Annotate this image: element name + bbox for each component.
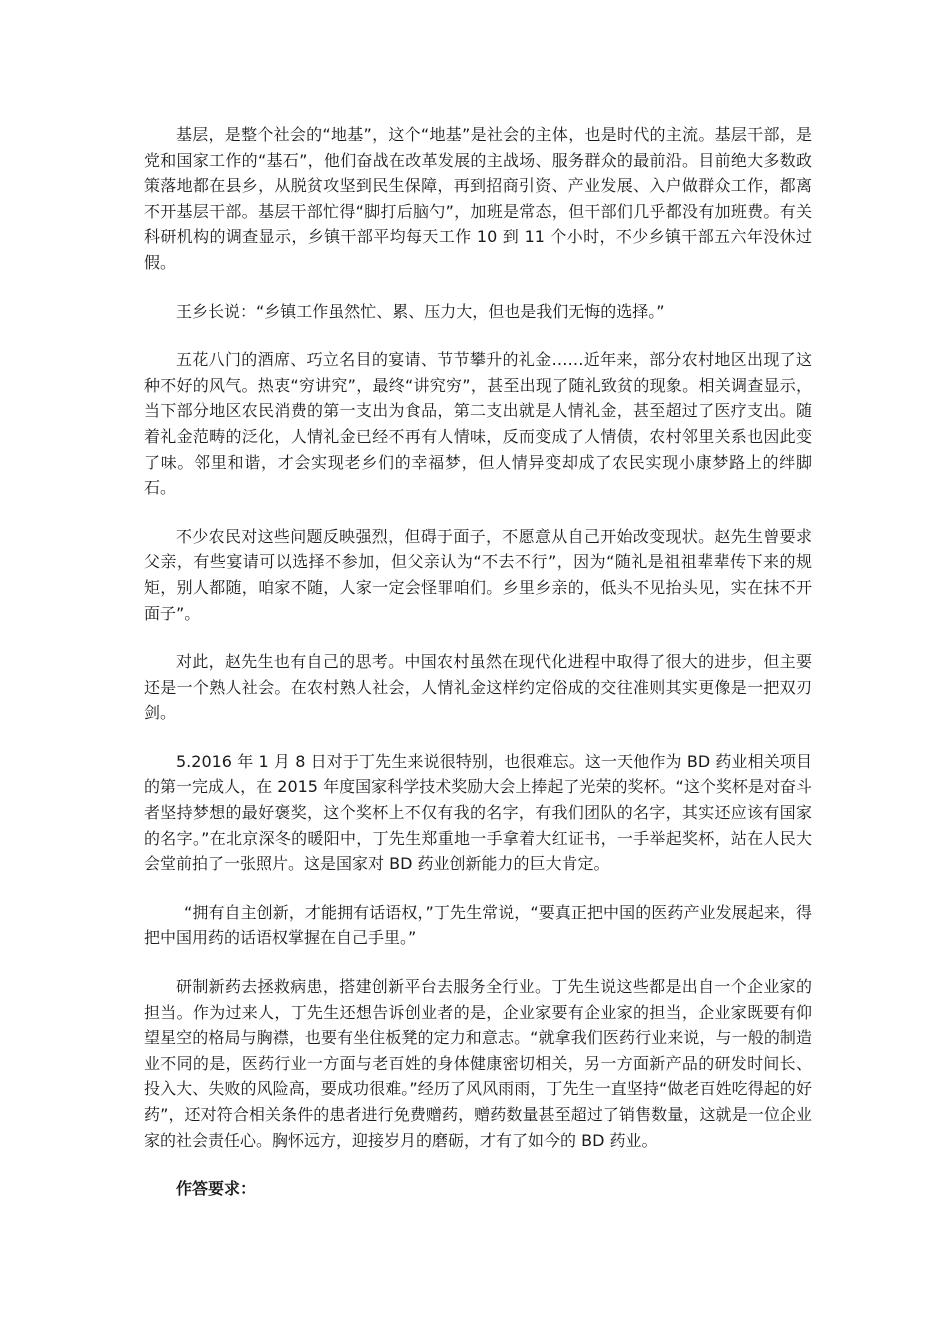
paragraph-grassroots-cadres: 基层，是整个社会的“地基”，这个“地基”是社会的主体，也是时代的主流。基层干部，是党和国家工作的“基石”，他们奋战在改革发展的主战场、服务群众的最前沿。目前绝大多数政策落地都在县乡，从脱贫攻坚到民生保障，再到招商引资、产业发展、入户做群众工作，都离不开基层干部。基层干部忙得“脚打后脑勺”，加班是常态，但干部们几乎都没有加班费。有关科研机构的调查显示，乡镇干部平均每天工作 10 到 11 个小时，不少乡镇干部五六年没休过假。 (144, 125, 812, 272)
paragraph-ding-quote: “拥有自主创新，才能拥有话语权，”丁先生常说，“要真正把中国的医药产业发展起来，得把中国用药的话语权掌握在自己手里。” (144, 902, 812, 948)
paragraph-zhao-thoughts: 对此，赵先生也有自己的思考。中国农村虽然在现代化进程中取得了很大的进步，但主要还是一个熟人社会。在农村熟人社会，人情礼金这样约定俗成的交往准则其实更像是一把双刃剑。 (144, 652, 812, 723)
paragraph-ding-award: 5.2016 年 1 月 8 日对于丁先生来说很特别，也很难忘。这一天他作为 BD 药业相关项目的第一完成人，在 2015 年度国家科学技术奖励大会上捧起了光荣的奖杯。“这个奖杯是对奋斗者坚持梦想的最好褒奖，这个奖杯上不仅有我的名字，有我们团队的名字，其实还应该有国家的名字。”在北京深冬的暖阳中，丁先生郑重地一手拿着大红证书，一手举起奖杯，站在人民大会堂前拍了一张照片。这是国家对 BD 药业创新能力的巨大肯定。 (144, 751, 812, 874)
paragraph-township-head-quote: 王乡长说：“乡镇工作虽然忙、累、压力大，但也是我们无悔的选择。” (176, 301, 665, 321)
document-page (144, 122, 812, 1202)
paragraph-gift-money-custom: 五花八门的酒席、巧立名目的宴请、节节攀升的礼金……近年来，部分农村地区出现了这种不好的风气。热衷“穷讲究”，最终“讲究穷”，甚至出现了随礼致贫的现象。相关调查显示，当下部分地区农民消费的第一支出为食品，第二支出就是人情礼金，甚至超过了医疗支出。随着礼金范畴的泛化，人情礼金已经不再有人情味，反而变成了人情债，农村邻里关系也因此变了味。邻里和谐，才会实现老乡们的幸福梦，但人情异变却成了农民实现小康梦路上的绊脚石。 (144, 350, 812, 498)
paragraph-entrepreneur-responsibility: 研制新药去拯救病患，搭建创新平台去服务全行业。丁先生说这些都是出自一个企业家的担当。作为过来人，丁先生还想告诉创业者的是，企业家要有企业家的担当，企业家既要有仰望星空的格局与胸襟，也要有坐住板凳的定力和意志。“就拿我们医药行业来说，与一般的制造业不同的是，医药行业一方面与老百姓的身体健康密切相关，另一方面新产品的研发时间长、投入大、失败的风险高，要成功很难。”经历了风风雨雨，丁先生一直坚持“做老百姓吃得起的好药”，还对符合相关条件的患者进行免费赠药，赠药数量甚至超过了销售数量，这就是一位企业家的社会责任心。胸怀远方，迎接岁月的磨砺，才有了如今的 BD 药业。 (144, 977, 812, 1150)
answer-requirements-heading: 作答要求： (176, 1179, 257, 1199)
paragraph-farmers-face: 不少农民对这些问题反映强烈，但碍于面子，不愿意从自己开始改变现状。赵先生曾要求父亲，有些宴请可以选择不参加，但父亲认为“不去不行”，因为“随礼是祖祖辈辈传下来的规矩，别人都随，咱家不随，人家一定会怪罪咱们。乡里乡亲的，低头不见抬头见，实在抹不开面子”。 (144, 526, 812, 623)
